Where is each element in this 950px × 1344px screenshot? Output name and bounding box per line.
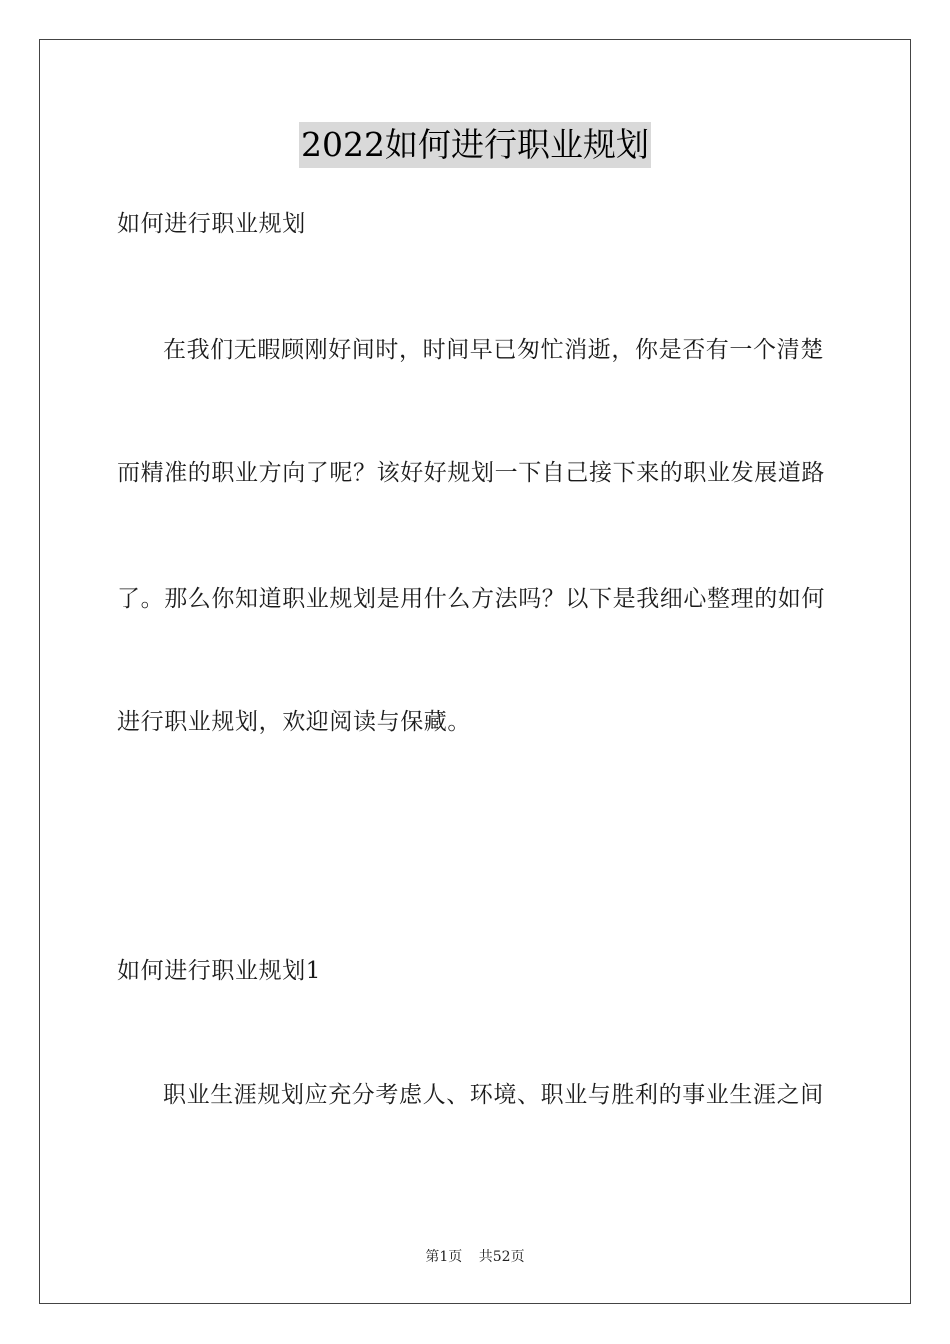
page-footer (0, 1247, 950, 1267)
page-total: 共52页 (478, 1249, 525, 1265)
paragraph-line: 进行职业规划，欢迎阅读与保藏。 (117, 709, 471, 735)
paragraph-line: 在我们无暇顾刚好间时，时间早已匆忙消逝，你是否有一个清楚 (163, 337, 824, 363)
document-title: 2022如何进行职业规划 (299, 122, 651, 168)
section-heading: 如何进行职业规划 (117, 211, 306, 237)
paragraph-line: 职业生涯规划应充分考虑人、环境、职业与胜利的事业生涯之间 (163, 1082, 824, 1108)
paragraph-line: 了。那么你知道职业规划是用什么方法吗？以下是我细心整理的如何 (117, 586, 825, 612)
title-container (0, 122, 950, 168)
section-heading: 如何进行职业规划1 (117, 958, 322, 984)
page-number: 第1页 (425, 1249, 463, 1265)
paragraph-line: 而精准的职业方向了呢？该好好规划一下自己接下来的职业发展道路 (117, 460, 825, 486)
